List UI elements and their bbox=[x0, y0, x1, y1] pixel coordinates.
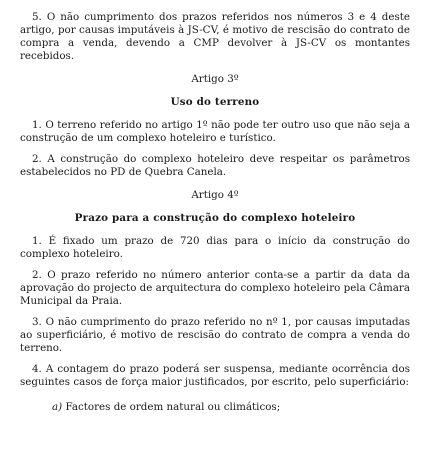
paragraph-5-prior-article: 5. O não cumprimento dos prazos referidos nos números 3 e 4 deste artigo, por causas imputáveis à JS-CV, é motivo de rescisão do contrato de compra a venda, devendo a CMP devolver à JS-CV os montantes recebidos. bbox=[20, 11, 410, 62]
article-4-title: Prazo para a construção do complexo hoteleiro bbox=[74, 212, 356, 224]
article-3-title: Uso do terreno bbox=[170, 96, 260, 108]
article-4-paragraph-1: 1. É fixado um prazo de 720 dias para o início da construção do complexo hoteleiro. bbox=[20, 235, 410, 260]
article-4-paragraph-3: 3. O não cumprimento do prazo referido no nº 1, por causas imputadas ao superficiário, é motivo de rescisão do contrato de compra a venda do terreno. bbox=[20, 316, 410, 354]
article-4-number: Artigo 4º bbox=[191, 189, 239, 201]
article-4-paragraph-2: 2. O prazo referido no número anterior conta-se a partir da data da aprovação do projecto de arquitectura do complexo hoteleiro pela Câmara Municipal da Praia. bbox=[20, 269, 410, 307]
item-a-marker: a) bbox=[52, 401, 63, 413]
article-3-paragraph-2: 2. A construção do complexo hoteleiro deve respeitar os parâmetros estabelecidos no PD de Quebra Canela. bbox=[20, 153, 410, 178]
article-4-paragraph-4: 4. A contagem do prazo poderá ser suspensa, mediante ocorrência dos seguintes casos de força maior justificados, por escrito, pelo superficiário: bbox=[20, 363, 410, 388]
article-3-paragraph-1: 1. O terreno referido no artigo 1º não pode ter outro uso que não seja a construção de um complexo hoteleiro e turístico. bbox=[20, 119, 410, 144]
item-a-text: Factores de ordem natural ou climáticos; bbox=[65, 401, 281, 413]
article-4-item-a bbox=[52, 401, 410, 414]
article-3-number: Artigo 3º bbox=[191, 73, 239, 85]
